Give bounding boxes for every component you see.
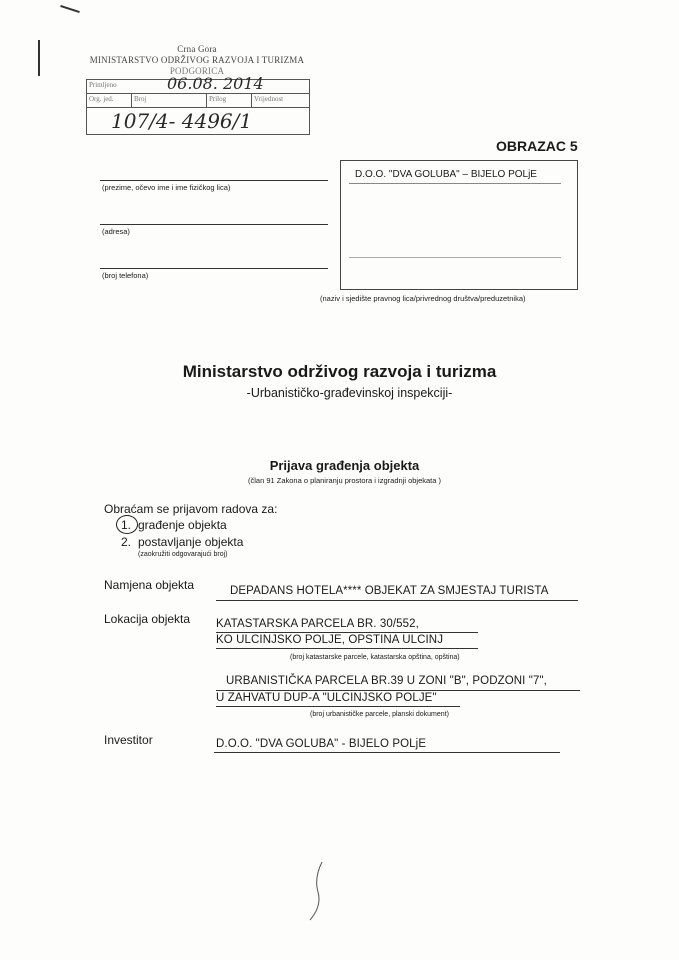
urban-line-1: URBANISTIČKA PARCELA BR.39 U ZONI "B", PODZONI "7", <box>226 675 547 687</box>
stamp-org-label: Org. jed. <box>87 94 132 107</box>
option-2-label: postavljanje objekta <box>138 535 244 549</box>
phone-line <box>100 268 328 269</box>
margin-mark-top <box>60 5 80 13</box>
location-caption: (broj katastarske parcele, katastarska opština, opština) <box>290 654 460 661</box>
investor-line <box>214 752 560 753</box>
company-box <box>340 160 578 290</box>
application-title: Prijava građenja objekta <box>269 458 420 473</box>
stamp-received-label: Primljeno <box>89 81 117 89</box>
urban-underline-2 <box>216 706 460 707</box>
stamp-received-date: 06.08. 2014 <box>167 74 264 93</box>
location-line-1: KATASTARSKA PARCELA BR. 30/552, <box>216 618 419 630</box>
authority-subtitle: -Urbanističko-građevinskoj inspekciji- <box>246 386 453 400</box>
company-address-line <box>349 257 561 258</box>
investor-label: Investitor <box>104 733 153 747</box>
stamp-num-label: Broj <box>132 94 207 107</box>
registry-stamp <box>86 44 308 135</box>
name-line <box>100 180 328 181</box>
address-label: (adresa) <box>102 227 130 236</box>
urban-line-2: U ZAHVATU DUP-A "ULCINJSKO POLJE" <box>216 692 437 704</box>
option-2-number: 2. <box>121 535 132 549</box>
stamp-city: PODGORICA <box>169 66 225 76</box>
location-label: Lokacija objekta <box>104 612 191 626</box>
authority-title: Ministarstvo održivog razvoja i turizma <box>182 362 497 381</box>
location-underline-2 <box>216 648 478 649</box>
margin-mark-left <box>38 40 40 76</box>
legal-basis: (član 91 Zakona o planiranju prostora i izgradnji objekata ) <box>247 476 442 485</box>
urban-underline-1 <box>216 690 580 691</box>
stamp-country: Crna Gora <box>177 44 217 54</box>
company-caption: (naziv i sjedište pravnog lica/privrednog društva/preduzetnika) <box>320 294 526 303</box>
address-line <box>100 224 328 225</box>
form-code: OBRAZAC 5 <box>496 138 578 154</box>
purpose-label: Namjena objekta <box>104 578 195 592</box>
purpose-value: DEPADANS HOTELA**** OBJEKAT ZA SMJESTAJ TURISTA <box>230 585 549 597</box>
company-name-line <box>349 183 561 184</box>
stamp-ministry: MINISTARSTVO ODRŽIVOG RAZVOJA I TURIZMA <box>89 55 305 65</box>
investor-value: D.O.O. "DVA GOLUBA" - BIJELO POLjE <box>216 738 427 750</box>
application-intro: Obraćam se prijavom radova za: <box>104 502 278 516</box>
company-name: D.O.O. "DVA GOLUBA" – BIJELO POLjE <box>355 169 537 180</box>
option-1-number: 1. <box>121 518 132 532</box>
stamp-number: 107/4- 4496/1 <box>111 109 253 133</box>
location-line-2: KO ULCINJSKO POLJE, OPSTINA ULCINJ <box>216 634 444 646</box>
location-underline-1 <box>216 632 478 633</box>
urban-caption: (broj urbanističke parcele, planski dokument) <box>310 711 449 718</box>
options-note: (zaokružiti odgovarajući broj) <box>138 551 228 558</box>
option-1-label: građenje objekta <box>138 518 227 532</box>
stamp-value-label: Vrijednost <box>254 95 284 103</box>
stamp-attach-label: Prilog <box>207 94 252 107</box>
pen-scribble <box>300 858 330 928</box>
stamp-grid <box>86 74 310 135</box>
phone-label: (broj telefona) <box>102 271 149 280</box>
name-label: (prezime, očevo ime i ime fizičkog lica) <box>102 183 231 192</box>
purpose-line <box>216 600 578 601</box>
